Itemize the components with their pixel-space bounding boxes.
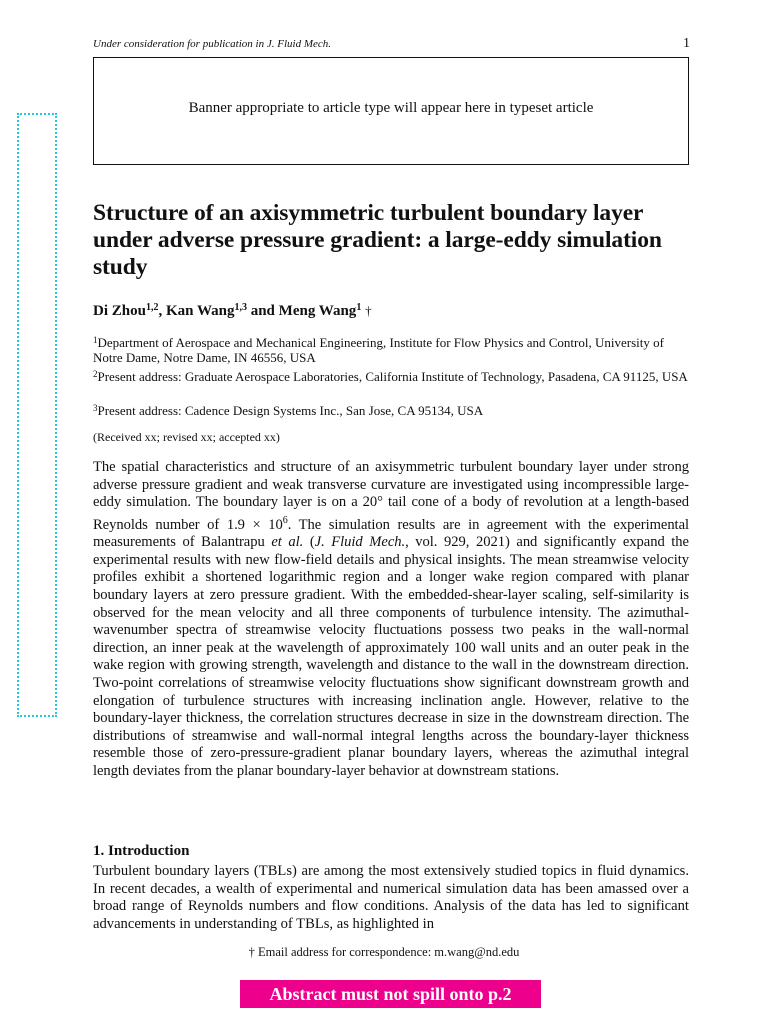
affiliation-number: 1 bbox=[93, 335, 98, 345]
author-affil-sup: 1,2 bbox=[145, 302, 159, 313]
author-separator: and bbox=[246, 303, 279, 319]
journal-header-note: Under consideration for publication in J. Fluid Mech. bbox=[93, 38, 331, 50]
article-type-banner bbox=[93, 57, 689, 165]
received-dates: (Received xx; revised xx; accepted xx) bbox=[93, 430, 280, 444]
author-name: Kan Wang bbox=[165, 303, 235, 319]
abstract-length-warning: Abstract must not spill onto p.2 bbox=[240, 980, 541, 1008]
affiliation-2 bbox=[93, 367, 691, 384]
author-name: Meng Wang bbox=[278, 303, 357, 319]
affiliation-number: 2 bbox=[93, 369, 98, 379]
abstract bbox=[93, 459, 689, 781]
abstract-exponent: 6 bbox=[282, 514, 288, 526]
page-number: 1 bbox=[683, 36, 690, 51]
margin-placeholder-frame bbox=[17, 113, 57, 717]
abstract-journal-ref: J. Fluid Mech. bbox=[314, 534, 406, 551]
affiliation-1 bbox=[93, 333, 691, 365]
abstract-text: , vol. 929, 2021) and significantly expand the experimental results with new flow-field details and physical insights. The mean streamwise velocity profiles exhibit a shortened logarithmic region and a longer wake region compared with planar boundary layers at zero pressure gradient. With the embedded-shear-layer scaling, self-similarity is observed for the mean velocity and all three components of turbulence intensity. The azimuthal-wavenumber spectra of streamwise velocity fluctuations possess two peaks in the wall-normal direction, an inner peak at the wavelength of approximately 100 wall units and an outer peak in the wake region with growing strength, wavelength and distance to the wall in the downstream direction. Two-point correlations of streamwise velocity fluctuations show significant downstream growth and elongation of turbulence structures with increasing inclination angle. However, relative to the boundary-layer thickness, the correlation structures decrease in size in the downstream direction. The distributions of streamwise and wall-normal integral lengths across the boundary-layer thickness resemble those of zero-pressure-gradient planar boundary layers, whereas the azimuthal integral length deviates from the planar boundary-layer behavior at downstream stations. bbox=[93, 534, 689, 779]
abstract-text: ( bbox=[303, 534, 315, 551]
paper-title: Structure of an axisymmetric turbulent boundary layer under adverse pressure gradient: a large-eddy simulation study bbox=[93, 200, 662, 280]
corresponding-author-mark: † bbox=[365, 303, 372, 318]
correspondence-footnote: † Email address for correspondence: m.wang@nd.edu bbox=[248, 945, 520, 959]
abstract-text: The spatial characteristics and structure of an axisymmetric turbulent boundary layer under strong adverse pressure gradient and weak transverse curvature are investigated using incompressible large-eddy simulation. The boundary layer is on a 20° tail cone of a body of revolution at a length-based Reynolds number of 1.9 × 10 bbox=[93, 459, 689, 533]
introduction-text: Turbulent boundary layers (TBLs) are among the most extensively studied topics in fluid dynamics. In recent decades, a wealth of experimental and numerical simulation data has been amassed over a broad range of Reynolds numbers and flow conditions. Analysis of the data has led to significant advancements in understanding of TBLs, as highlighted in bbox=[93, 863, 689, 932]
affiliation-number: 3 bbox=[93, 403, 98, 413]
abstract-text: . The simulation results are in agreement with the experimental measurements of Balantrapu bbox=[93, 516, 689, 551]
section-heading-introduction: 1. Introduction bbox=[93, 843, 190, 859]
author-affil-sup: 1 bbox=[356, 302, 362, 313]
abstract-etal: et al. bbox=[271, 534, 304, 551]
affiliation-3 bbox=[93, 401, 691, 418]
author-separator: , bbox=[158, 303, 166, 319]
author-name: Di Zhou bbox=[93, 303, 146, 319]
affiliation-text: Present address: Graduate Aerospace Laboratories, California Institute of Technology, Pasadena, CA 91125, USA bbox=[97, 369, 688, 384]
affiliation-text: Department of Aerospace and Mechanical Engineering, Institute for Flow Physics and Control, University of Notre Dame, Notre Dame, IN 46556, USA bbox=[93, 335, 664, 365]
affiliation-text: Present address: Cadence Design Systems Inc., San Jose, CA 95134, USA bbox=[97, 403, 484, 418]
author-affil-sup: 1,3 bbox=[234, 302, 247, 313]
banner-text: Banner appropriate to article type will appear here in typeset article bbox=[188, 99, 594, 116]
author-list bbox=[93, 302, 372, 320]
